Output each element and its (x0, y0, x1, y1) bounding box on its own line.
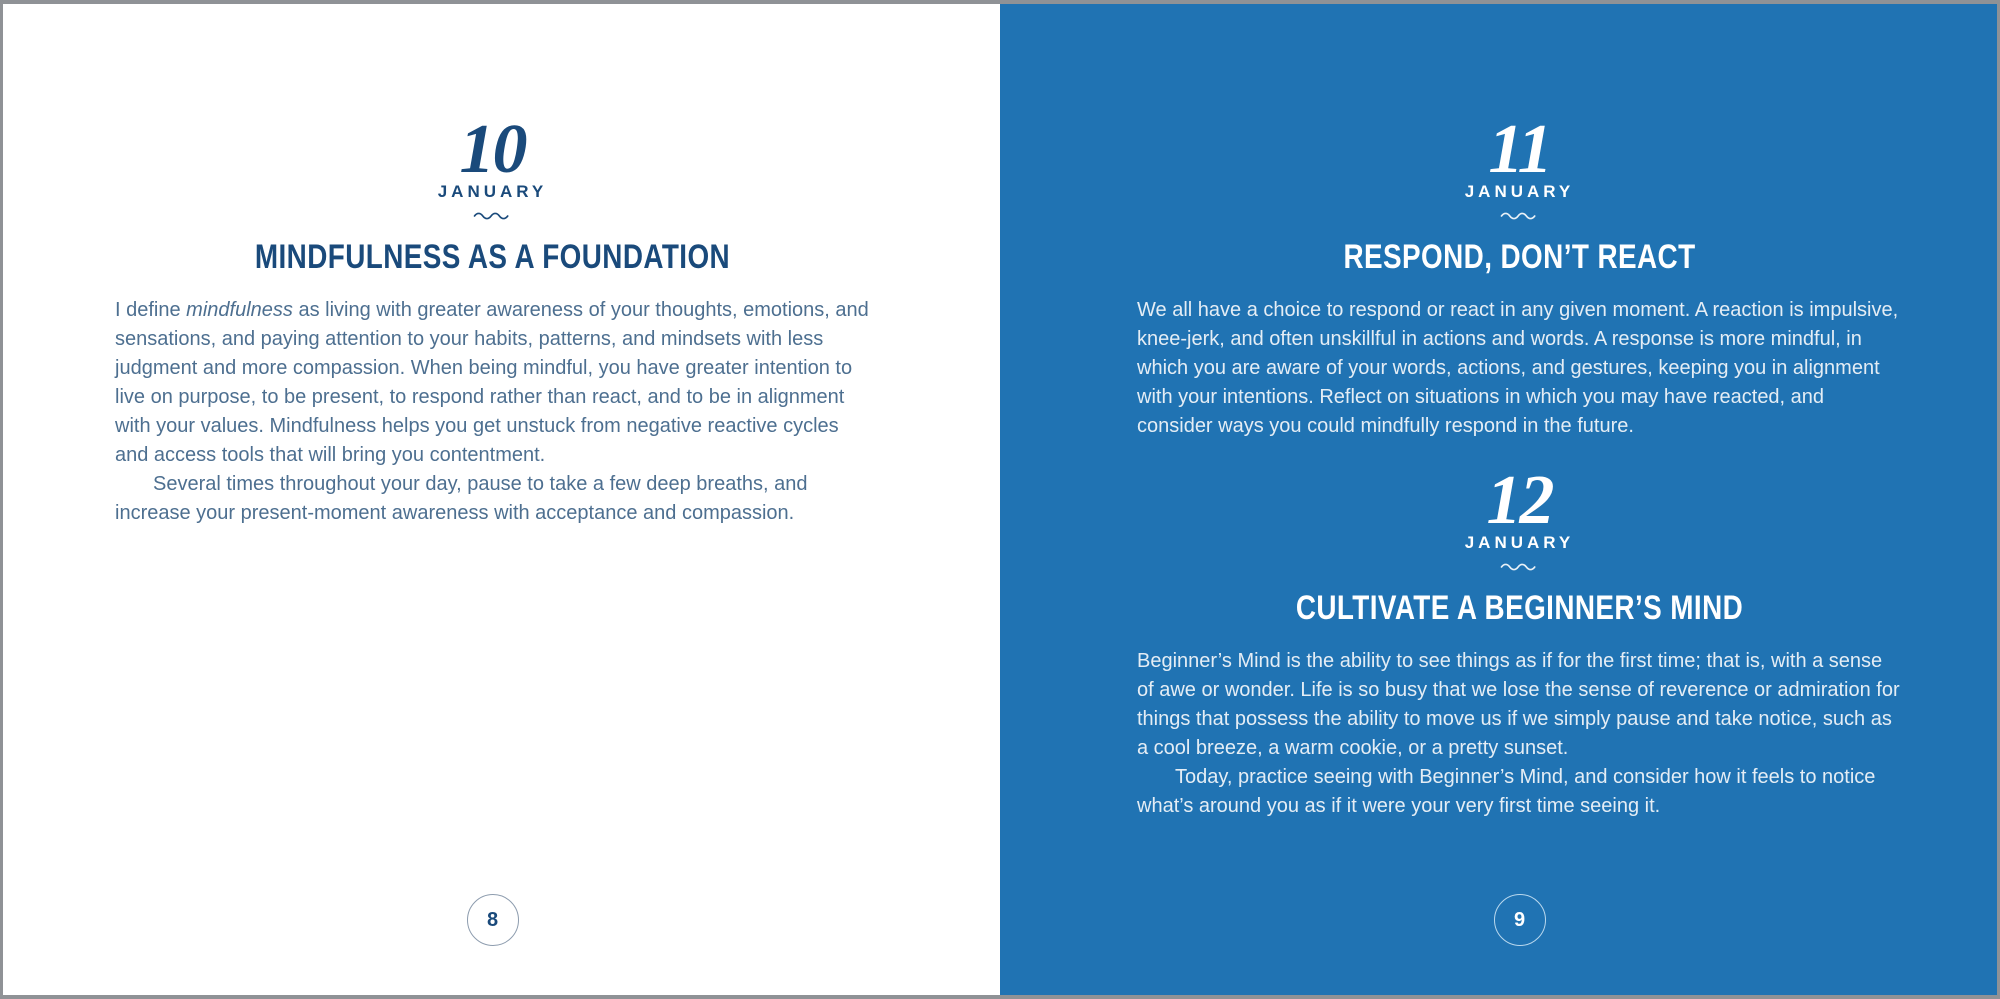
entry-title: RESPOND, DON’T REACT (1343, 238, 1696, 276)
text-segment: Several times throughout your day, pause to take a few deep breaths, and increase your present-moment awareness with acceptance and compassion. (115, 473, 808, 524)
page-left (3, 4, 1000, 995)
squiggle-ornament-icon (473, 210, 513, 222)
entry-day-number: 12 (1486, 462, 1553, 539)
entry-day-number: 11 (1488, 111, 1551, 188)
page-number-right: 9 (1494, 894, 1546, 946)
entry-header (115, 111, 870, 276)
text-segment: as living with greater awareness of your thoughts, emotions, and sensations, and paying attention to your habits, patterns, and mindsets with less judgment and more compassion. When being mindful, you have greater intention to live on purpose, to be present, to respond rather than react, and to be in alignment with your values. Mindfulness helps you get unstuck from negative reactive cycles and access tools that will bring you contentment. (115, 299, 869, 466)
text-segment: I define (115, 299, 187, 321)
text-segment: Today, practice seeing with Beginner’s Mind, and consider how it feels to notice what’s around you as if it were your very first time seeing it. (1137, 766, 1876, 817)
squiggle-ornament-icon (1500, 210, 1540, 222)
entry-header (1137, 111, 1902, 276)
entry-day-number: 10 (459, 111, 526, 188)
entry-header (1137, 462, 1902, 627)
squiggle-row (1137, 561, 1902, 573)
page-right (1000, 4, 1997, 995)
squiggle-row (115, 210, 870, 222)
entry-paragraph (115, 296, 870, 470)
text-segment-italic: mindfulness (186, 299, 293, 321)
entry-title: CULTIVATE A BEGINNER’S MIND (1295, 589, 1744, 627)
text-segment: We all have a choice to respond or react in any given moment. A reaction is impulsive, knee-jerk, and often unskillful in actions and words. A response is more mindful, in which you are aware of your words, actions, and gestures, keeping you in alignment with your intentions. Reflect on situations in which you may have reacted, and consider ways you could mindfully respond in the future. (1137, 299, 1899, 437)
entry-january-10 (115, 111, 870, 528)
entry-title: MINDFULNESS AS A FOUNDATION (254, 238, 731, 276)
entry-paragraph (1137, 647, 1902, 763)
entry-month-label: JANUARY (437, 182, 548, 201)
squiggle-row (1137, 210, 1902, 222)
entry-paragraph (1137, 296, 1902, 441)
page-number-row (115, 894, 870, 946)
entry-january-11 (1137, 111, 1902, 441)
entry-month-label: JANUARY (1464, 533, 1575, 552)
page-number-left: 8 (467, 894, 519, 946)
entry-month-label: JANUARY (1464, 182, 1575, 201)
entry-january-12 (1137, 462, 1902, 821)
squiggle-ornament-icon (1500, 561, 1540, 573)
text-segment: Beginner’s Mind is the ability to see things as if for the first time; that is, with a sense of awe or wonder. Life is so busy that we lose the sense of reverence or admiration for things that possess the ability to move us if we simply pause and take notice, such as a cool breeze, a warm cookie, or a pretty sunset. (1137, 650, 1900, 759)
entry-paragraph (115, 470, 870, 528)
page-number-row (1137, 894, 1902, 946)
entry-paragraph (1137, 763, 1902, 821)
